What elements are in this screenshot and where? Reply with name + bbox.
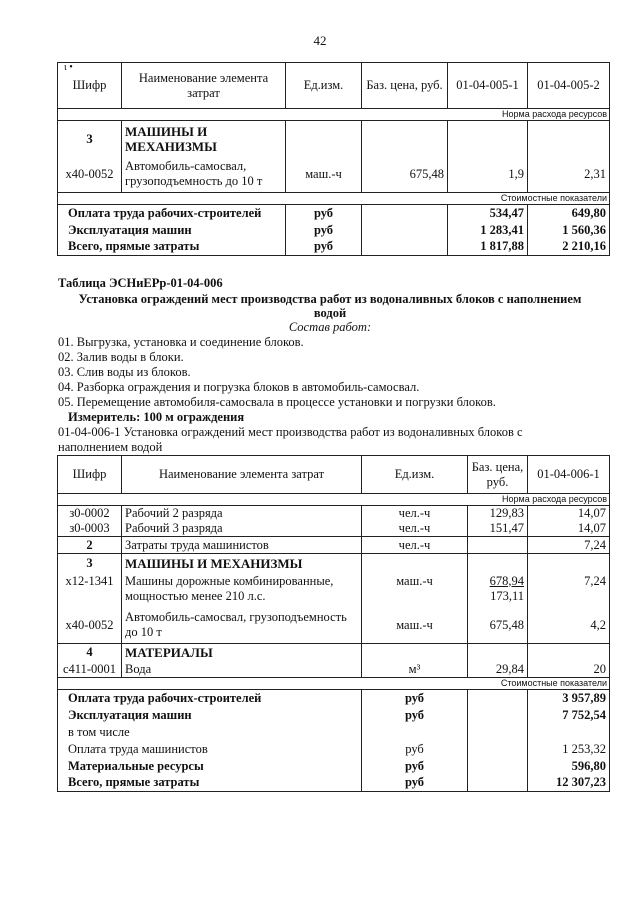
summary-labor-val-1: 534,47: [448, 205, 528, 222]
section-number: 3: [58, 121, 122, 157]
summary-machines: Эксплуатация машин: [58, 707, 362, 724]
header-code: Шифр: [58, 456, 122, 494]
summary-total-val-1: 1 817,88: [448, 239, 528, 256]
header-price: Баз. цена, руб.: [468, 456, 528, 494]
row-name: Автомобиль-самосвал, грузоподъемность до 10 т: [122, 157, 286, 193]
row-code: х12-1341: [58, 574, 122, 608]
row-name: Вода: [122, 662, 362, 678]
summary-operators-unit: руб: [362, 741, 468, 758]
summary-total-unit: руб: [362, 775, 468, 792]
header-col-1: 01-04-006-1: [528, 456, 610, 494]
row-name: Автомобиль-самосвал, грузоподъемность до 10 т: [122, 608, 362, 644]
header-col-2: 01-04-005-2: [528, 63, 610, 109]
page-number: 42: [313, 33, 327, 48]
table-subtitle-line-1: Установка ограждений мест производства работ из водоналивных блоков с наполнением: [78, 292, 582, 306]
summary-materials-unit: руб: [362, 758, 468, 775]
summary-labor: Оплата труда рабочих-строителей: [58, 205, 286, 222]
summary-machines-unit: руб: [362, 707, 468, 724]
summary-labor-val: 3 957,89: [528, 690, 610, 707]
row-unit: маш.-ч: [362, 574, 468, 608]
header-unit: Ед.изм.: [286, 63, 362, 109]
summary-sub-label: в том числе: [58, 724, 362, 741]
summary-labor-val-2: 649,80: [528, 205, 610, 222]
table-title: Таблица ЭСНиЕРр-01-04-006: [58, 276, 223, 290]
work-item: 03. Слив воды из блоков.: [58, 365, 191, 379]
norm-label: Норма расхода ресурсов: [58, 109, 610, 121]
section-title: МАШИНЫ И МЕХАНИЗМЫ: [122, 121, 286, 157]
row-code: х40-0052: [58, 157, 122, 193]
row-unit: маш.-ч: [362, 608, 468, 644]
summary-machines-unit: руб: [286, 222, 362, 239]
resource-table-1: [57, 62, 610, 256]
description-line-2: наполнением водой: [58, 440, 163, 454]
summary-operators-val: 1 253,32: [528, 741, 610, 758]
resource-table-2: [57, 455, 610, 792]
header-name: Наименование элемента затрат: [122, 63, 286, 109]
section-number: 4: [58, 644, 122, 662]
header-code: ι • Шифр: [58, 63, 122, 109]
row-unit: м³: [362, 662, 468, 678]
row-price: 675,48: [362, 157, 448, 193]
cost-label: Стоимостные показатели: [58, 193, 610, 205]
section-number: 3: [58, 554, 122, 574]
header-unit: Ед.изм.: [362, 456, 468, 494]
header-name: Наименование элемента затрат: [122, 456, 362, 494]
row-price: 29,84: [468, 662, 528, 678]
row-val: 4,2: [528, 608, 610, 644]
composition-heading: Состав работ:: [288, 320, 372, 334]
row-name: Рабочий 3 разряда: [122, 521, 362, 537]
section-number: 2: [58, 537, 122, 554]
summary-machines-val-2: 1 560,36: [528, 222, 610, 239]
work-item: 01. Выгрузка, установка и соединение блоков.: [58, 335, 304, 349]
row-unit: чел.-ч: [362, 506, 468, 522]
header-col-1: 01-04-005-1: [448, 63, 528, 109]
section-title: МАТЕРИАЛЫ: [122, 644, 362, 662]
work-item: 02. Залив воды в блоки.: [58, 350, 184, 364]
summary-labor: Оплата труда рабочих-строителей: [58, 690, 362, 707]
row-price: 675,48: [468, 608, 528, 644]
row-unit: чел.-ч: [362, 537, 468, 554]
summary-machines-val: 7 752,54: [528, 707, 610, 724]
cost-label: Стоимостные показатели: [58, 678, 610, 690]
row-price: 151,47: [468, 521, 528, 537]
summary-labor-unit: руб: [286, 205, 362, 222]
row-name: Затраты труда машинистов: [122, 537, 362, 554]
row-val: 7,24: [528, 537, 610, 554]
table-subtitle-line-2: водой: [313, 306, 347, 320]
corner-mark: ι •: [64, 62, 73, 73]
description-line-1: 01-04-006-1 Установка ограждений мест производства работ из водоналивных блоков с: [58, 425, 523, 439]
row-val: 20: [528, 662, 610, 678]
summary-total-val: 12 307,23: [528, 775, 610, 792]
header-price: Баз. цена, руб.: [362, 63, 448, 109]
summary-machines-val-1: 1 283,41: [448, 222, 528, 239]
summary-total: Всего, прямые затраты: [58, 775, 362, 792]
summary-total-unit: руб: [286, 239, 362, 256]
row-val-1: 1,9: [448, 157, 528, 193]
summary-materials: Материальные ресурсы: [58, 758, 362, 775]
row-unit: чел.-ч: [362, 521, 468, 537]
summary-total-val-2: 2 210,16: [528, 239, 610, 256]
row-code: с411-0001: [58, 662, 122, 678]
row-val: 7,24: [528, 574, 610, 608]
row-price: 129,83: [468, 506, 528, 522]
norm-label: Норма расхода ресурсов: [58, 494, 610, 506]
row-name: Рабочий 2 разряда: [122, 506, 362, 522]
row-val: 14,07: [528, 521, 610, 537]
table-row: з0-0002: [58, 506, 122, 522]
work-item: 04. Разборка ограждения и погрузка блоков в автомобиль-самосвал.: [58, 380, 420, 394]
row-name: Машины дорожные комбинированные, мощностью менее 210 л.с.: [122, 574, 362, 608]
row-price: [468, 574, 528, 608]
summary-operators: Оплата труда машинистов: [58, 741, 362, 758]
summary-total: Всего, прямые затраты: [58, 239, 286, 256]
summary-labor-unit: руб: [362, 690, 468, 707]
row-unit: маш.-ч: [286, 157, 362, 193]
row-code: х40-0052: [58, 608, 122, 644]
row-price-primary: 678,94: [489, 573, 524, 588]
table-row: з0-0003: [58, 521, 122, 537]
work-item: 05. Перемещение автомобиля-самосвала в процессе установки и погрузки блоков.: [58, 395, 496, 409]
meter-line: Измеритель: 100 м ограждения: [68, 410, 245, 424]
summary-materials-val: 596,80: [528, 758, 610, 775]
row-val: 14,07: [528, 506, 610, 522]
row-val-2: 2,31: [528, 157, 610, 193]
section-title: МАШИНЫ И МЕХАНИЗМЫ: [122, 554, 362, 574]
summary-machines: Эксплуатация машин: [58, 222, 286, 239]
row-price-secondary: 173,11: [490, 588, 524, 603]
